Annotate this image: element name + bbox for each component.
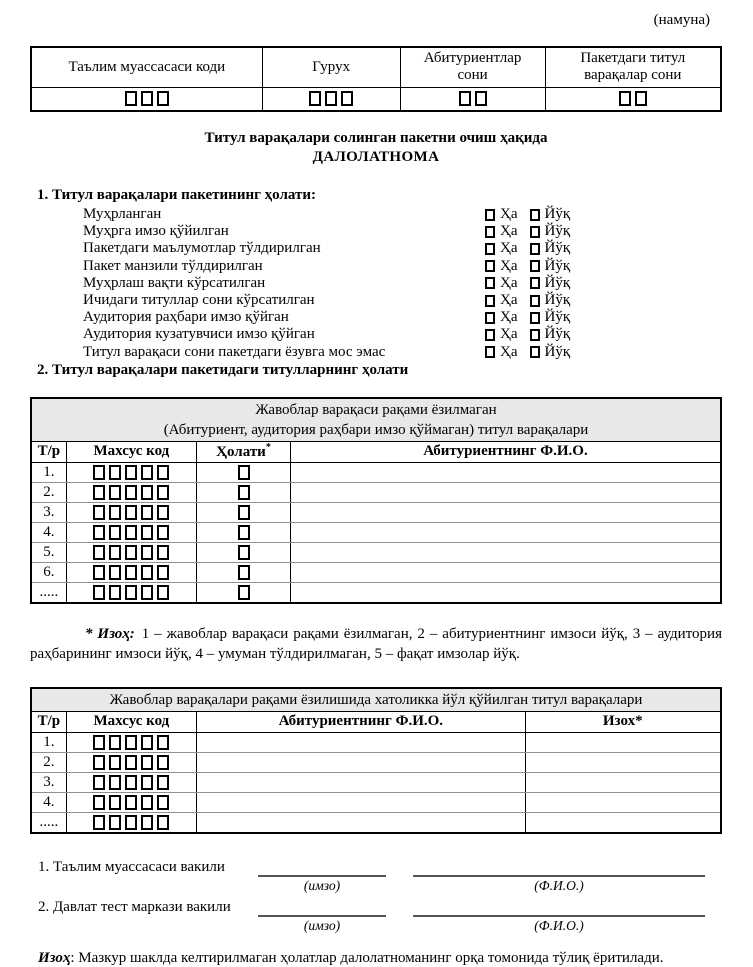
checkbox[interactable] [125, 525, 137, 540]
no-label: Йўқ [544, 240, 571, 257]
table1-title-line1: Жавоблар варақаси рақами ёзилмаган [255, 401, 497, 418]
row-number: ..... [31, 582, 66, 603]
yes-checkbox[interactable] [485, 329, 495, 341]
checkbox[interactable] [125, 775, 137, 790]
checklist-row [30, 292, 722, 309]
institution-code-boxes [31, 87, 262, 111]
checkbox[interactable] [141, 565, 153, 580]
checkbox[interactable] [238, 565, 250, 580]
checklist-row [30, 258, 722, 275]
checkbox[interactable] [93, 485, 105, 500]
checkbox[interactable] [109, 525, 121, 540]
checkbox[interactable] [459, 91, 471, 106]
yes-no-group [485, 240, 722, 257]
checkbox[interactable] [141, 485, 153, 500]
checkbox[interactable] [157, 755, 169, 770]
note-cell [525, 792, 721, 812]
applicant-name-cell [197, 772, 525, 792]
special-code-boxes [66, 732, 196, 752]
note-cell [525, 812, 721, 833]
status-box [197, 562, 291, 582]
yes-checkbox[interactable] [485, 260, 495, 272]
col-group: Гурух [262, 47, 400, 87]
checklist-row [30, 326, 722, 343]
unnumbered-sheets-table [30, 397, 722, 604]
checkbox[interactable] [109, 565, 121, 580]
col-number: Т/р [31, 441, 66, 462]
checkbox[interactable] [125, 465, 137, 480]
checkbox[interactable] [125, 565, 137, 580]
checkbox[interactable] [157, 565, 169, 580]
checkbox[interactable] [238, 465, 250, 480]
applicant-name-cell [197, 732, 525, 752]
row-number: 2. [31, 752, 66, 772]
note-cell [525, 772, 721, 792]
package-status-checklist [30, 206, 722, 361]
no-checkbox[interactable] [530, 329, 540, 341]
checkbox[interactable] [157, 775, 169, 790]
table1-row [31, 562, 721, 582]
checkbox[interactable] [157, 585, 169, 600]
no-label: Йўқ [544, 257, 571, 274]
top-table-boxes-row [31, 87, 721, 111]
checkbox[interactable] [619, 91, 631, 106]
checkbox[interactable] [238, 525, 250, 540]
no-checkbox[interactable] [530, 312, 540, 324]
col-special-code: Махсус код [66, 441, 196, 462]
signature-section [30, 853, 722, 933]
checkbox[interactable] [109, 735, 121, 750]
checkbox[interactable] [141, 755, 153, 770]
checkbox[interactable] [341, 91, 353, 106]
yes-no-group [485, 206, 722, 223]
status-box [197, 542, 291, 562]
checklist-row [30, 344, 722, 361]
name-caption: (Ф.И.О.) [534, 877, 584, 893]
checkbox[interactable] [157, 91, 169, 106]
row-number: 5. [31, 542, 66, 562]
checkbox[interactable] [238, 585, 250, 600]
signature-row [30, 893, 722, 933]
bottom-note [30, 950, 722, 967]
table2-row [31, 752, 721, 772]
special-code-boxes [66, 502, 196, 522]
applicant-name-cell [290, 542, 721, 562]
signer-label: 2. Давлат тест маркази вакили [38, 898, 231, 915]
checkbox[interactable] [125, 545, 137, 560]
checklist-item-label: Муҳрланган [83, 206, 162, 223]
row-number: 2. [31, 482, 66, 502]
checklist-row [30, 206, 722, 223]
checkbox[interactable] [141, 815, 153, 830]
checklist-row [30, 223, 722, 240]
col-status: Ҳолати* [197, 441, 291, 462]
checkbox[interactable] [157, 795, 169, 810]
col-applicant-count: Абитуриентлар сони [400, 47, 545, 87]
signature-field [258, 853, 386, 893]
note-cell [525, 752, 721, 772]
checklist-row [30, 240, 722, 257]
checkbox[interactable] [93, 545, 105, 560]
row-number: 4. [31, 792, 66, 812]
checklist-item-label: Муҳрлаш вақти кўрсатилган [83, 274, 266, 291]
checkbox[interactable] [157, 735, 169, 750]
no-label: Йўқ [544, 223, 571, 240]
special-code-boxes [66, 812, 196, 833]
bottom-note-text: : Мазкур шаклда келтирилмаган ҳолатлар далолатноманинг орқа томонида тўлиқ ёритилади. [70, 949, 664, 966]
checkbox[interactable] [125, 91, 137, 106]
special-code-boxes [66, 752, 196, 772]
special-code-boxes [66, 462, 196, 482]
special-code-boxes [66, 562, 196, 582]
yes-checkbox[interactable] [485, 243, 495, 255]
name-field [413, 893, 705, 933]
yes-checkbox[interactable] [485, 346, 495, 358]
checkbox[interactable] [93, 775, 105, 790]
checkbox[interactable] [93, 795, 105, 810]
checkbox[interactable] [109, 815, 121, 830]
name-field [413, 853, 705, 893]
checklist-item-label: Титул варақаси сони пакетдаги ёзувга мос эмас [83, 343, 386, 360]
table1-row [31, 542, 721, 562]
row-number: 1. [31, 732, 66, 752]
document-title [30, 129, 722, 167]
yes-label: Ҳа [500, 292, 518, 309]
yes-label: Ҳа [500, 326, 518, 343]
yes-checkbox[interactable] [485, 295, 495, 307]
yes-no-group [485, 275, 722, 292]
status-box [197, 462, 291, 482]
table1-title-line2: (Абитуриент, аудитория раҳбари имзо қўймаган) титул варақалари [163, 421, 589, 438]
col-title-sheet-count: Пакетдаги титул варақалар сони [545, 47, 721, 87]
title-line-1: Титул варақалари солинган пакетни очиш ҳақида [204, 130, 548, 146]
col-note: Изох* [525, 711, 721, 732]
checkbox[interactable] [109, 585, 121, 600]
table1-row [31, 582, 721, 603]
checkbox[interactable] [93, 565, 105, 580]
checkbox[interactable] [109, 545, 121, 560]
applicant-count-boxes [400, 87, 545, 111]
row-number: 3. [31, 502, 66, 522]
yes-checkbox[interactable] [485, 312, 495, 324]
col-applicant-name: Абитуриентнинг Ф.И.О. [197, 711, 525, 732]
checkbox[interactable] [125, 505, 137, 520]
signature-caption: (имзо) [303, 877, 341, 893]
legend-text: 1 – жавоблар варақаси рақами ёзилмаган, 2 – абитуриентнинг имзоси йўқ, 3 – аудитория раҳбарининг имзоси йўқ, 4 – умуман тўлдирилмаган, 5 – фақат имзолар йўқ. [30, 625, 722, 662]
checkbox[interactable] [93, 755, 105, 770]
checkbox[interactable] [93, 505, 105, 520]
checkbox[interactable] [125, 815, 137, 830]
signature-field [258, 893, 386, 933]
section1-heading: 1. Титул варақалари пакетининг ҳолати: [37, 187, 317, 203]
applicant-name-cell [197, 812, 525, 833]
special-code-boxes [66, 772, 196, 792]
yes-no-group [485, 344, 722, 361]
applicant-name-cell [197, 792, 525, 812]
col-special-code: Махсус код [66, 711, 196, 732]
note-cell [525, 732, 721, 752]
checkbox[interactable] [141, 505, 153, 520]
checkbox[interactable] [157, 505, 169, 520]
checkbox[interactable] [109, 465, 121, 480]
checkbox[interactable] [93, 525, 105, 540]
checkbox[interactable] [141, 735, 153, 750]
status-box [197, 482, 291, 502]
applicant-name-cell [197, 752, 525, 772]
no-checkbox[interactable] [530, 226, 540, 238]
col-number: Т/р [31, 711, 66, 732]
yes-checkbox[interactable] [485, 209, 495, 221]
table2-row [31, 792, 721, 812]
special-code-boxes [66, 522, 196, 542]
table2-title: Жавоблар варақалари рақами ёзилишида хатоликка йўл қўйилган титул варақалари [31, 688, 721, 712]
checkbox[interactable] [109, 755, 121, 770]
special-code-boxes [66, 582, 196, 603]
table2-row [31, 772, 721, 792]
checkbox[interactable] [141, 795, 153, 810]
checkbox[interactable] [141, 775, 153, 790]
yes-no-group [485, 258, 722, 275]
no-label: Йўқ [544, 292, 571, 309]
col-applicant-name: Абитуриентнинг Ф.И.О. [290, 441, 721, 462]
yes-label: Ҳа [500, 274, 518, 291]
no-checkbox[interactable] [530, 209, 540, 221]
package-code-table [30, 46, 722, 112]
checklist-item-label: Ичидаги титуллар сони кўрсатилган [83, 292, 315, 309]
no-checkbox[interactable] [530, 260, 540, 272]
yes-no-group [485, 309, 722, 326]
special-code-boxes [66, 482, 196, 502]
name-line [413, 893, 705, 917]
table1-column-header [31, 441, 721, 462]
checkbox[interactable] [141, 525, 153, 540]
checklist-item-label: Пакетдаги маълумотлар тўлдирилган [83, 240, 321, 257]
checkbox[interactable] [93, 465, 105, 480]
row-number: 3. [31, 772, 66, 792]
yes-checkbox[interactable] [485, 226, 495, 238]
table2-span-header [31, 688, 721, 712]
checklist-item-label: Пакет манзили тўлдирилган [83, 257, 263, 274]
checkbox[interactable] [325, 91, 337, 106]
checkbox[interactable] [125, 735, 137, 750]
signature-line [258, 893, 386, 917]
signature-caption: (имзо) [303, 917, 341, 933]
checkbox[interactable] [141, 545, 153, 560]
row-number: 4. [31, 522, 66, 542]
no-checkbox[interactable] [530, 277, 540, 289]
table1-row [31, 522, 721, 542]
checkbox[interactable] [238, 505, 250, 520]
checkbox[interactable] [125, 755, 137, 770]
name-line [413, 853, 705, 877]
table2-row [31, 732, 721, 752]
checklist-item-label: Муҳрга имзо қўйилган [83, 223, 229, 240]
no-label: Йўқ [544, 343, 571, 360]
status-legend [30, 624, 722, 664]
special-code-boxes [66, 792, 196, 812]
row-number: ..... [31, 812, 66, 833]
checkbox[interactable] [109, 505, 121, 520]
name-caption: (Ф.И.О.) [534, 917, 584, 933]
applicant-name-cell [290, 562, 721, 582]
checklist-item-label: Аудитория раҳбари имзо қўйган [83, 309, 289, 326]
yes-no-group [485, 326, 722, 343]
checkbox[interactable] [109, 795, 121, 810]
title-sheet-count-boxes [545, 87, 721, 111]
row-number: 1. [31, 462, 66, 482]
yes-label: Ҳа [500, 343, 518, 360]
col-institution-code: Таълим муассасаси коди [31, 47, 262, 87]
checklist-item-label: Аудитория кузатувчиси имзо қўйган [83, 326, 315, 343]
table1-span-header [31, 398, 721, 442]
table1-row [31, 482, 721, 502]
checkbox[interactable] [238, 545, 250, 560]
yes-label: Ҳа [500, 309, 518, 326]
signer-label: 1. Таълим муассасаси вакили [38, 858, 225, 875]
table2-column-header [31, 711, 721, 732]
checkbox[interactable] [93, 815, 105, 830]
no-label: Йўқ [544, 274, 571, 291]
table1-row [31, 462, 721, 482]
yes-label: Ҳа [500, 240, 518, 257]
checkbox[interactable] [157, 545, 169, 560]
status-box [197, 522, 291, 542]
yes-no-group [485, 292, 722, 309]
yes-checkbox[interactable] [485, 277, 495, 289]
checkbox[interactable] [157, 815, 169, 830]
status-box [197, 582, 291, 603]
table2-row [31, 812, 721, 833]
checkbox[interactable] [93, 735, 105, 750]
no-label: Йўқ [544, 326, 571, 343]
section2-heading: 2. Титул варақалари пакетидаги титулларнинг ҳолати [37, 361, 409, 378]
checkbox[interactable] [109, 775, 121, 790]
yes-label: Ҳа [500, 257, 518, 274]
special-code-boxes [66, 542, 196, 562]
checklist-row [30, 275, 722, 292]
table1-title [31, 398, 721, 442]
checkbox[interactable] [157, 525, 169, 540]
status-asterisk: * [265, 442, 271, 454]
misnumbered-sheets-table [30, 687, 722, 834]
legend-label: * Изоҳ: [85, 625, 135, 642]
checkbox[interactable] [125, 585, 137, 600]
group-boxes [262, 87, 400, 111]
sample-label: (намуна) [653, 12, 710, 28]
checklist-row [30, 309, 722, 326]
no-checkbox[interactable] [530, 346, 540, 358]
checkbox[interactable] [93, 585, 105, 600]
applicant-name-cell [290, 482, 721, 502]
checkbox[interactable] [475, 91, 487, 106]
signature-row [30, 853, 722, 893]
status-box [197, 502, 291, 522]
checkbox[interactable] [109, 485, 121, 500]
applicant-name-cell [290, 582, 721, 603]
no-checkbox[interactable] [530, 295, 540, 307]
checkbox[interactable] [635, 91, 647, 106]
title-line-2: ДАЛОЛАТНОМА [312, 149, 440, 165]
bottom-note-label: Изоҳ [38, 949, 71, 966]
checkbox[interactable] [125, 485, 137, 500]
applicant-name-cell [290, 462, 721, 482]
checkbox[interactable] [125, 795, 137, 810]
checkbox[interactable] [141, 585, 153, 600]
no-label: Йўқ [544, 309, 571, 326]
checkbox[interactable] [157, 485, 169, 500]
row-number: 6. [31, 562, 66, 582]
checkbox[interactable] [309, 91, 321, 106]
yes-no-group [485, 223, 722, 240]
signature-line [258, 853, 386, 877]
yes-label: Ҳа [500, 206, 518, 223]
no-checkbox[interactable] [530, 243, 540, 255]
checkbox[interactable] [238, 485, 250, 500]
checkbox[interactable] [141, 465, 153, 480]
no-label: Йўқ [544, 206, 571, 223]
applicant-name-cell [290, 522, 721, 542]
applicant-name-cell [290, 502, 721, 522]
checkbox[interactable] [141, 91, 153, 106]
checkbox[interactable] [157, 465, 169, 480]
top-table-header-row [31, 47, 721, 87]
table1-row [31, 502, 721, 522]
yes-label: Ҳа [500, 223, 518, 240]
